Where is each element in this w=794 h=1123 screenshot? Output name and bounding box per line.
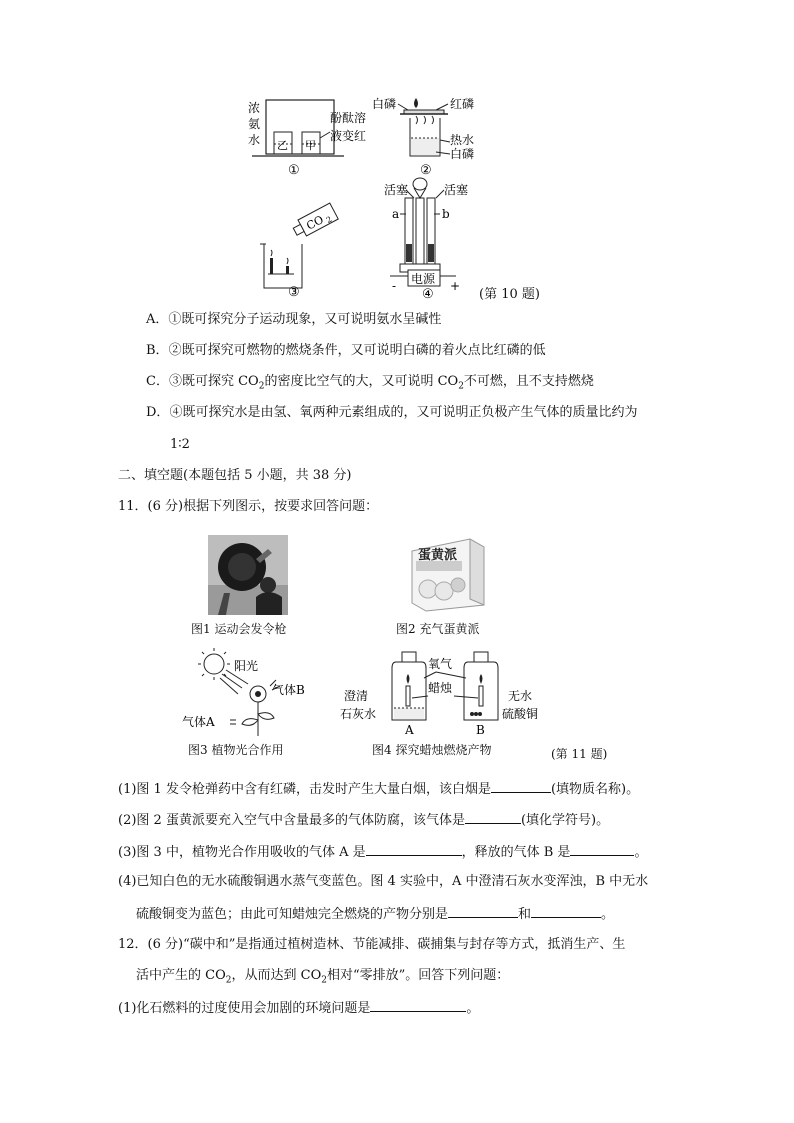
q11-stem: 11．(6 分)根据下列图示，按要求回答问题： — [118, 499, 379, 514]
q11-4-answer-blank-a[interactable] — [448, 904, 518, 918]
fig4-candle-combustion — [340, 648, 550, 740]
d4-label-b: b — [442, 207, 450, 221]
q11-1 — [118, 779, 639, 799]
q11-2-text-a: (2)图 2 蛋黄派要充入空气中含量最多的气体防腐，该气体是 — [118, 813, 465, 828]
q12-stem-b: 活中产生的 CO — [136, 968, 226, 983]
co2-bottle — [291, 203, 339, 240]
fig4-cuso4-label-1: 无水 — [508, 689, 533, 703]
option-a-text: ①既可探究分子运动现象，又可说明氨水呈碱性 — [168, 312, 442, 327]
q12-stem-sub-2: 2 — [321, 975, 327, 986]
q10-caption: (第 10 题) — [479, 287, 540, 302]
option-c-sub-2: 2 — [458, 381, 464, 392]
option-a — [146, 311, 441, 329]
q11-1-answer-blank[interactable] — [491, 779, 551, 793]
option-c-letter: C． — [146, 374, 169, 389]
q12-stem-sub-1: 2 — [225, 975, 232, 986]
q12-stem-line-1: 12．(6 分)“碳中和”是指通过植树造林、节能减排、碳捕集与封存等方式，抵消生产、生 — [118, 937, 626, 952]
fig3-gas-a-label: 气体A — [182, 715, 215, 729]
fig4-limewater-label-2: 石灰水 — [340, 707, 377, 721]
d4-minus: - — [392, 279, 397, 293]
d4-number: ④ — [422, 287, 434, 302]
d1-beaker-a: 乙 — [277, 139, 288, 152]
q11-4-text-d: 。 — [601, 907, 615, 922]
d2-hot-water: 热水 — [450, 133, 475, 147]
fig2-brand: 蛋黄派 — [418, 548, 458, 563]
d1-label-3: 水 — [248, 133, 261, 147]
q11-4-text-b: 硫酸铜变为蓝色；由此可知蜡烛完全燃烧的产物分别是 — [136, 907, 449, 922]
fig3-caption: 图3 植物光合作用 — [188, 743, 284, 757]
option-a-letter: A． — [146, 312, 169, 327]
option-c-text-a: ③既可探究 CO — [168, 374, 259, 389]
q11-3 — [118, 842, 647, 862]
d1-number: ① — [288, 163, 300, 178]
d1-label-2: 氨 — [248, 117, 261, 131]
d4-label-a: a — [392, 207, 400, 221]
section-2-title: 二、填空题(本题包括 5 小题，共 38 分) — [118, 468, 352, 483]
d2-white-p: 白磷 — [372, 97, 397, 111]
q11-4-line-2 — [136, 904, 614, 924]
d4-power: 电源 — [411, 272, 436, 286]
fig2-egg-pie-box — [408, 535, 488, 613]
d4-stopcock-left: 活塞 — [384, 183, 409, 197]
option-d-letter: D． — [146, 405, 170, 420]
q12-1-answer-blank[interactable] — [370, 998, 466, 1012]
diagram-1-ammonia — [248, 100, 366, 178]
fig1-caption: 图1 运动会发令枪 — [191, 622, 287, 636]
fig4-oxygen-label: 氧气 — [428, 657, 453, 671]
option-c — [146, 373, 594, 396]
q11-4-line-1: (4)已知白色的无水硫酸铜遇水蒸气变蓝色。图 4 实验中，A 中澄清石灰水变浑浊，B 中无水 — [118, 874, 649, 889]
q11-1-text-a: (1)图 1 发令枪弹药中含有红磷，击发时产生大量白烟，该白烟是 — [118, 782, 491, 797]
d3-co2-label: CO — [304, 212, 326, 233]
q12-stem-c: ，从而达到 CO — [231, 968, 322, 983]
q10-diagrams — [240, 94, 560, 304]
q11-caption: (第 11 题) — [551, 747, 608, 761]
q11-2-answer-blank[interactable] — [465, 810, 521, 824]
d2-white-p-2: 白磷 — [450, 147, 475, 161]
d1-beaker-b: 甲 — [305, 139, 316, 152]
d4-plus: + — [450, 279, 461, 293]
diagram-3-co2 — [260, 203, 339, 300]
q11-2 — [118, 810, 609, 830]
fig1-starting-gun-photo — [208, 535, 288, 615]
diagram-4-electrolysis — [384, 178, 468, 302]
fig4-caption: 图4 探究蜡烛燃烧产物 — [372, 743, 492, 757]
d2-number: ② — [420, 163, 432, 178]
q11-3-answer-blank-a[interactable] — [366, 842, 462, 856]
fig4-limewater-label-1: 澄清 — [344, 689, 369, 703]
diagram-2-phosphorus — [372, 96, 474, 178]
q11-3-text-a: (3)图 3 中，植物光合作用吸收的气体 A 是 — [118, 845, 366, 860]
q11-3-answer-blank-b[interactable] — [570, 842, 634, 856]
option-d-text: ④既可探究水是由氢、氧两种元素组成的，又可说明正负极产生气体的质量比约为 — [169, 405, 638, 420]
d1-label-right-2: 液变红 — [330, 129, 367, 143]
d1-label-right-1: 酚酞溶 — [330, 111, 367, 125]
option-c-text-b: 的密度比空气的大，又可说明 CO — [264, 374, 459, 389]
q11-4-text-c: 和 — [518, 907, 532, 922]
option-b — [146, 342, 546, 360]
q12-stem-line-2 — [136, 967, 509, 990]
fig4-label-a: A — [405, 723, 414, 737]
fig4-candle-label: 蜡烛 — [428, 681, 453, 695]
q11-1-text-b: (填物质名称)。 — [550, 782, 640, 797]
q12-stem-d: 相对“零排放”。回答下列问题： — [326, 968, 510, 983]
d4-stopcock-right: 活塞 — [444, 183, 469, 197]
d3-number: ③ — [288, 285, 300, 300]
option-c-text-c: 不可燃，且不支持燃烧 — [463, 374, 594, 389]
d2-red-p: 红磷 — [450, 97, 475, 111]
d1-label-1: 浓 — [248, 101, 261, 115]
option-d — [146, 404, 637, 422]
fig4-label-b: B — [476, 723, 485, 737]
option-b-letter: B． — [146, 343, 169, 358]
fig4-cuso4-label-2: 硫酸铜 — [502, 707, 539, 721]
option-c-sub-1: 2 — [258, 381, 265, 392]
q11-3-text-c: 。 — [634, 845, 648, 860]
fig2-caption: 图2 充气蛋黄派 — [396, 622, 480, 636]
q12-1 — [118, 998, 479, 1018]
fig3-sun-label: 阳光 — [234, 659, 259, 673]
option-d-continuation: 1∶2 — [170, 437, 190, 452]
q12-1-text-b: 。 — [466, 1001, 480, 1016]
q11-4-answer-blank-b[interactable] — [531, 904, 601, 918]
d3-co2-sub: 2 — [324, 214, 334, 226]
q11-3-text-b: ，释放的气体 B 是 — [461, 845, 571, 860]
fig3-photosynthesis — [180, 648, 320, 738]
q12-1-text-a: (1)化石燃料的过度使用会加剧的环境问题是 — [118, 1001, 371, 1016]
fig3-gas-b-label: 气体B — [272, 683, 305, 697]
option-b-text: ②既可探究可燃物的燃烧条件，又可说明白磷的着火点比红磷的低 — [168, 343, 546, 358]
q11-2-text-b: (填化学符号)。 — [520, 813, 610, 828]
